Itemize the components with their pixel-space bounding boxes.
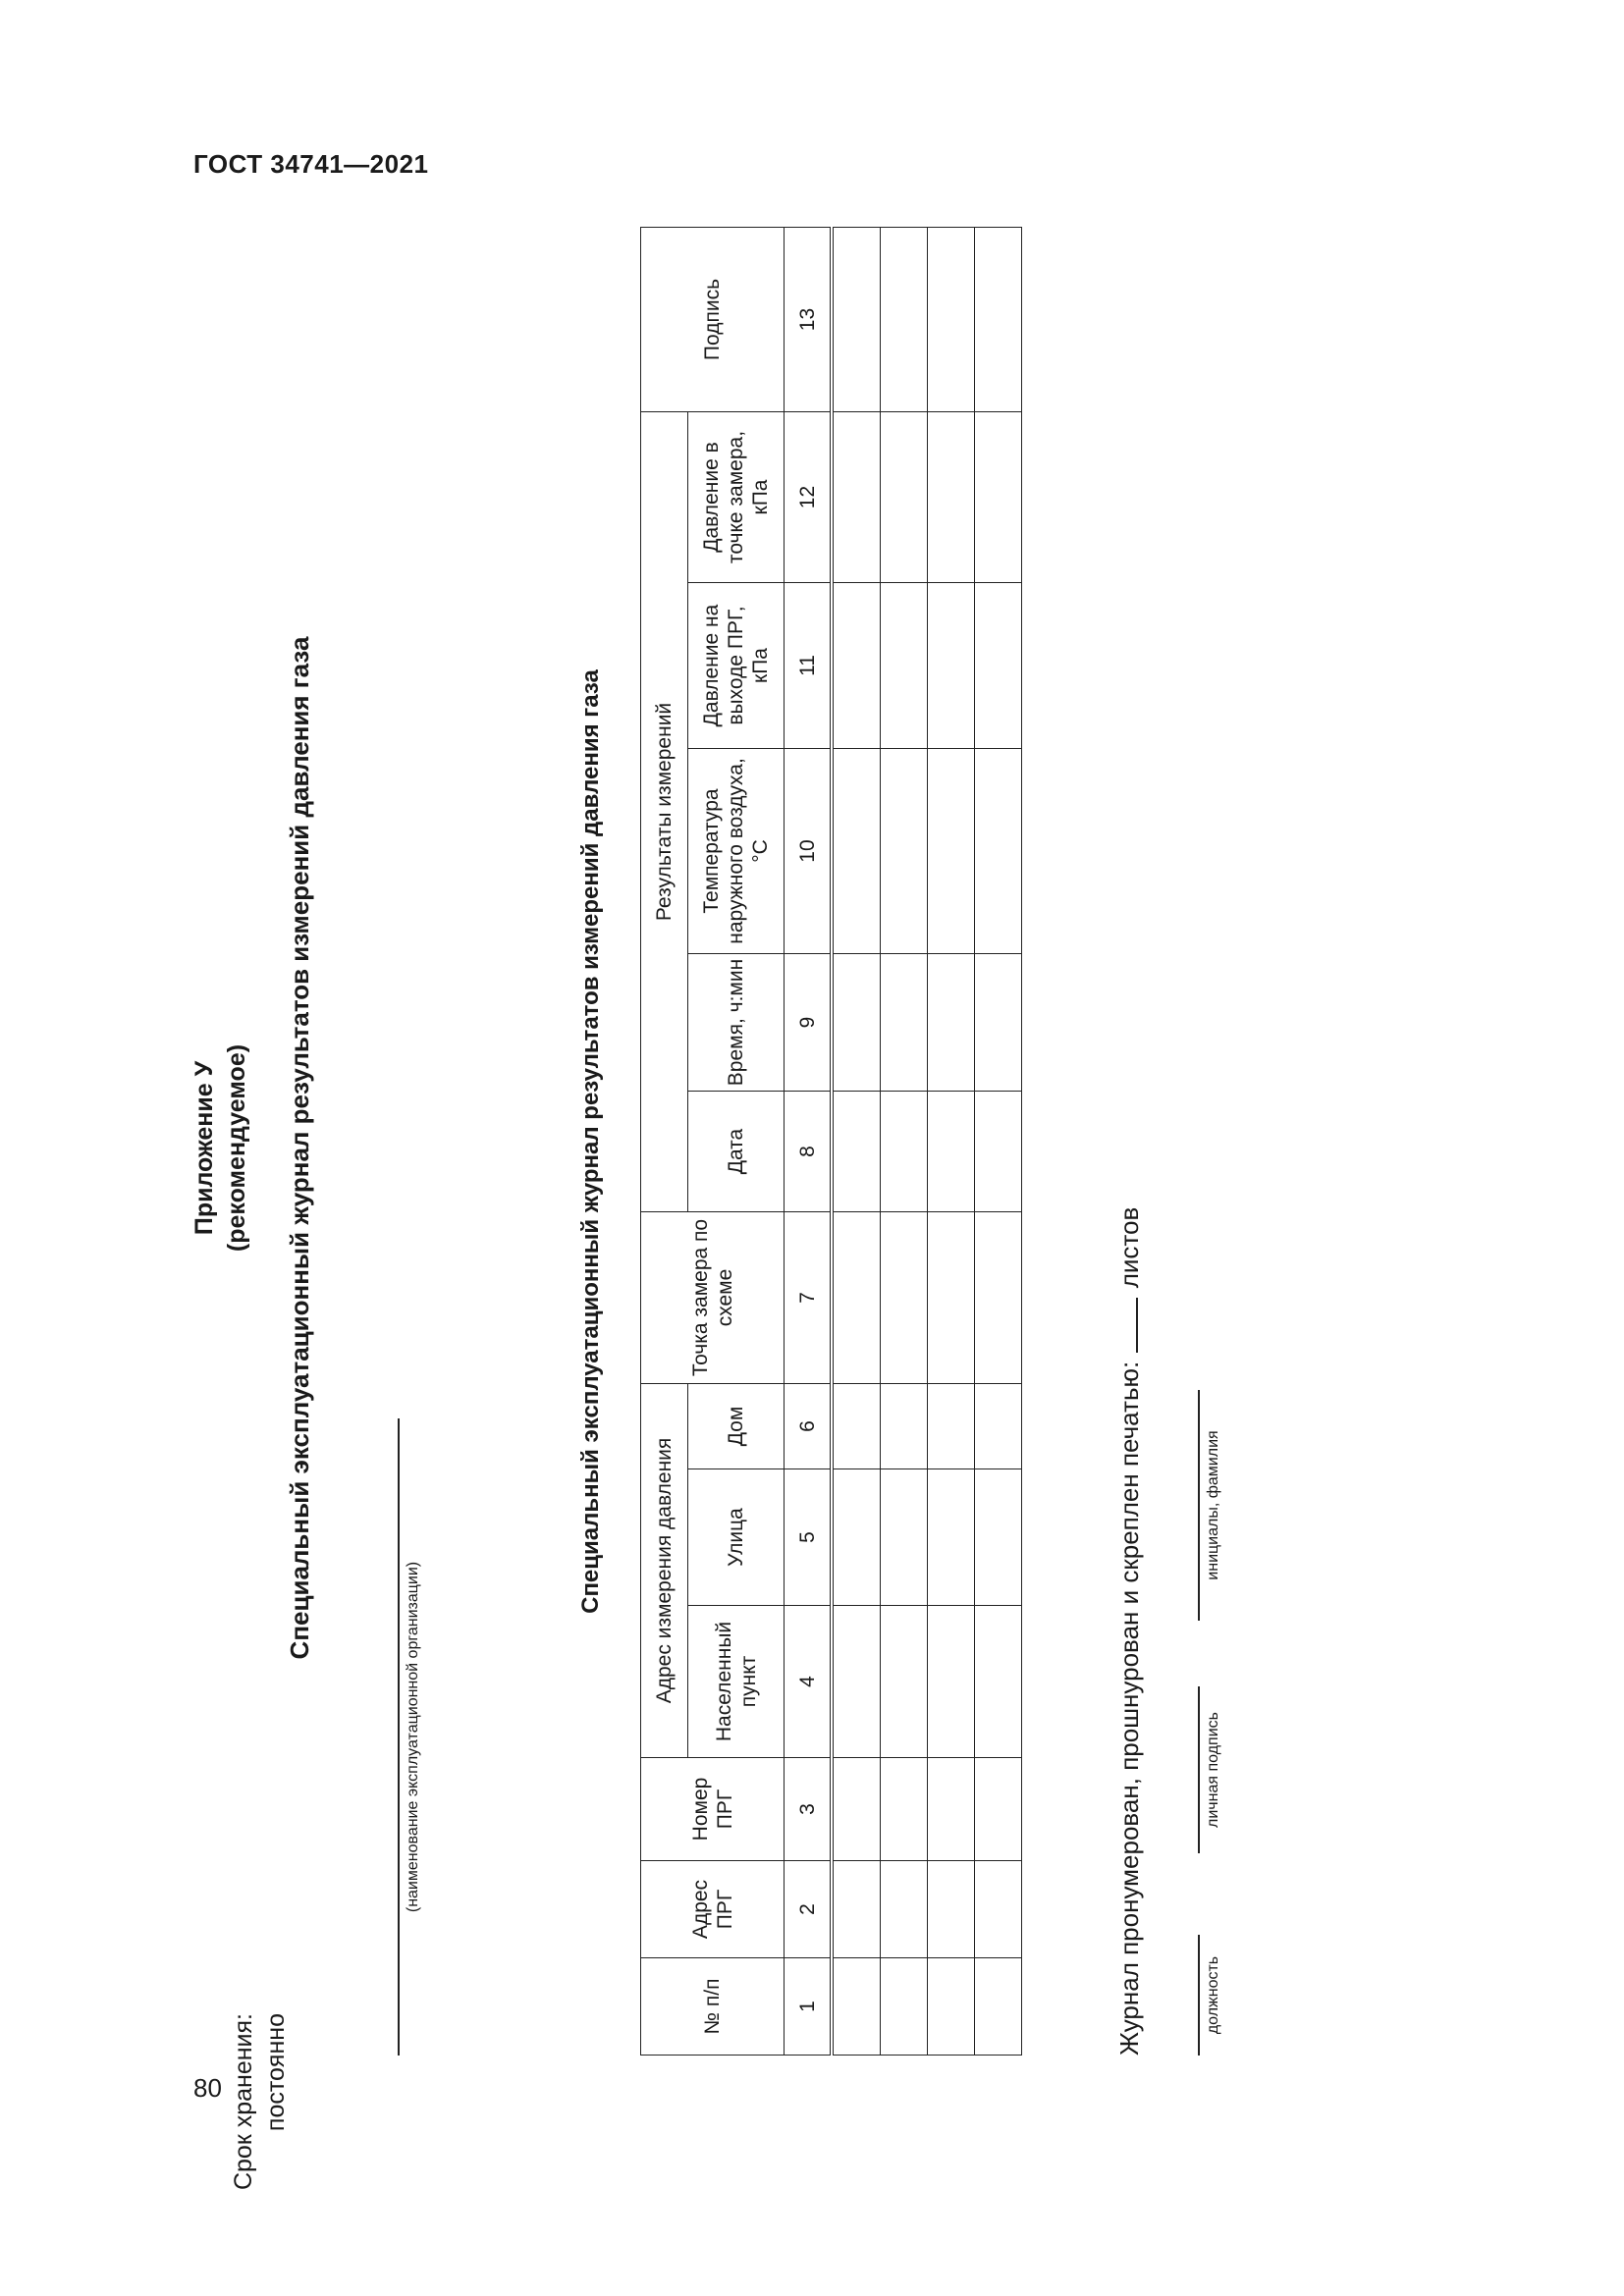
main-title: Специальный эксплуатационный журнал результатов измерений давления газа — [285, 636, 314, 1660]
appendix-subtitle: (рекомендуемое) — [223, 1043, 250, 1253]
table-cell[interactable] — [832, 1958, 881, 2056]
col-header-house: Дом — [688, 1384, 785, 1469]
column-number: 2 — [785, 1861, 833, 1958]
standard-designation: ГОСТ 34741—2021 — [193, 149, 429, 179]
table-cell[interactable] — [881, 1861, 928, 1958]
org-name-line — [398, 1418, 400, 2056]
name-caption: инициалы, фамилия — [1205, 1430, 1221, 1580]
table-cell[interactable] — [881, 749, 928, 954]
table-row — [881, 228, 928, 2056]
col-header-measurement-point: Точка замера по схеме — [641, 1212, 785, 1384]
table-cell[interactable] — [832, 228, 881, 412]
table-cell[interactable] — [928, 228, 975, 412]
col-header-prg-number: Номер ПРГ — [641, 1758, 785, 1861]
table-row — [928, 228, 975, 2056]
column-number: 6 — [785, 1384, 833, 1469]
table-cell[interactable] — [928, 412, 975, 583]
measurement-log-table — [640, 227, 1022, 2056]
table-cell[interactable] — [928, 1758, 975, 1861]
col-header-signature: Подпись — [641, 228, 785, 412]
table-cell[interactable] — [975, 412, 1022, 583]
table-cell[interactable] — [881, 412, 928, 583]
name-line[interactable] — [1198, 1390, 1200, 1621]
table-cell[interactable] — [832, 954, 881, 1092]
col-header-num: № п/п — [641, 1958, 785, 2056]
storage-period — [228, 2013, 293, 2190]
table-cell[interactable] — [881, 228, 928, 412]
table-cell[interactable] — [975, 1758, 1022, 1861]
table-cell[interactable] — [881, 1384, 928, 1469]
column-number: 8 — [785, 1092, 833, 1212]
column-number: 3 — [785, 1758, 833, 1861]
table-cell[interactable] — [832, 583, 881, 749]
table-cell[interactable] — [832, 749, 881, 954]
journal-sheets-label: листов — [1114, 1206, 1144, 1289]
table-cell[interactable] — [881, 1212, 928, 1384]
col-header-temperature: Температура наружного воздуха, °С — [688, 749, 785, 954]
journal-text: Журнал пронумерован, прошнурован и скреплен печатью: — [1114, 1361, 1144, 2056]
table-cell[interactable] — [881, 1758, 928, 1861]
table-cell[interactable] — [928, 954, 975, 1092]
table-cell[interactable] — [881, 954, 928, 1092]
table-cell[interactable] — [928, 1212, 975, 1384]
table-cell[interactable] — [975, 1212, 1022, 1384]
table-cell[interactable] — [928, 1092, 975, 1212]
table-cell[interactable] — [832, 1606, 881, 1758]
table-cell[interactable] — [881, 1092, 928, 1212]
table-cell[interactable] — [928, 1384, 975, 1469]
table-cell[interactable] — [881, 1958, 928, 2056]
column-number: 4 — [785, 1606, 833, 1758]
column-number: 10 — [785, 749, 833, 954]
table-cell[interactable] — [975, 1092, 1022, 1212]
table-cell[interactable] — [975, 583, 1022, 749]
column-number: 12 — [785, 412, 833, 583]
column-number: 13 — [785, 228, 833, 412]
table-cell[interactable] — [832, 1092, 881, 1212]
table-cell[interactable] — [975, 1958, 1022, 2056]
column-number: 11 — [785, 583, 833, 749]
col-header-date: Дата — [688, 1092, 785, 1212]
table-cell[interactable] — [975, 1861, 1022, 1958]
table-cell[interactable] — [975, 954, 1022, 1092]
column-number: 9 — [785, 954, 833, 1092]
table-cell[interactable] — [832, 1758, 881, 1861]
table-cell[interactable] — [975, 1469, 1022, 1606]
col-header-settlement: Населенный пункт — [688, 1606, 785, 1758]
col-group-measurement-results: Результаты измерений — [641, 412, 688, 1212]
column-number: 1 — [785, 1958, 833, 2056]
column-numbers-row — [785, 228, 833, 2056]
appendix-title: Приложение У — [190, 1060, 218, 1236]
page-number: 80 — [193, 2073, 222, 2103]
table-cell[interactable] — [832, 1384, 881, 1469]
col-header-time: Время, ч:мин — [688, 954, 785, 1092]
table-cell[interactable] — [975, 1384, 1022, 1469]
header-row-groups — [641, 228, 688, 2056]
table-title: Специальный эксплуатационный журнал результатов измерений давления газа — [577, 669, 604, 1614]
appendix-heading — [189, 0, 253, 2296]
col-group-measurement-address: Адрес измерения давления — [641, 1384, 688, 1758]
position-line[interactable] — [1198, 1935, 1200, 2056]
column-number: 5 — [785, 1469, 833, 1606]
org-name-caption: (наименование эксплуатационной организации) — [405, 1561, 421, 1913]
table-cell[interactable] — [832, 1212, 881, 1384]
table-cell[interactable] — [975, 749, 1022, 954]
column-number: 7 — [785, 1212, 833, 1384]
table-cell[interactable] — [928, 1606, 975, 1758]
table-cell[interactable] — [928, 1958, 975, 2056]
table-cell[interactable] — [832, 1469, 881, 1606]
storage-label: Срок хранения: — [230, 2013, 257, 2191]
position-caption: должность — [1205, 1955, 1221, 2035]
table-cell[interactable] — [832, 412, 881, 583]
table-cell[interactable] — [881, 1606, 928, 1758]
sheet-count-field[interactable] — [1116, 1298, 1138, 1353]
storage-value: постоянно — [262, 2013, 290, 2132]
signature-caption: личная подпись — [1205, 1712, 1221, 1828]
table-cell[interactable] — [975, 1606, 1022, 1758]
col-header-street: Улица — [688, 1469, 785, 1606]
journal-statement — [1114, 1207, 1145, 2056]
col-header-prg-address: Адрес ПРГ — [641, 1861, 785, 1958]
signature-line[interactable] — [1198, 1686, 1200, 1853]
table-row — [832, 228, 881, 2056]
col-header-pressure-point: Давление в точке замера, кПа — [688, 412, 785, 583]
table-cell[interactable] — [832, 1861, 881, 1958]
table-row — [975, 228, 1022, 2056]
col-header-pressure-outlet: Давление на выходе ПРГ, кПа — [688, 583, 785, 749]
table-cell[interactable] — [928, 1469, 975, 1606]
table-cell[interactable] — [928, 749, 975, 954]
table-cell[interactable] — [975, 228, 1022, 412]
table-cell[interactable] — [881, 1469, 928, 1606]
table-cell[interactable] — [928, 1861, 975, 1958]
table-cell[interactable] — [928, 583, 975, 749]
table-cell[interactable] — [881, 583, 928, 749]
